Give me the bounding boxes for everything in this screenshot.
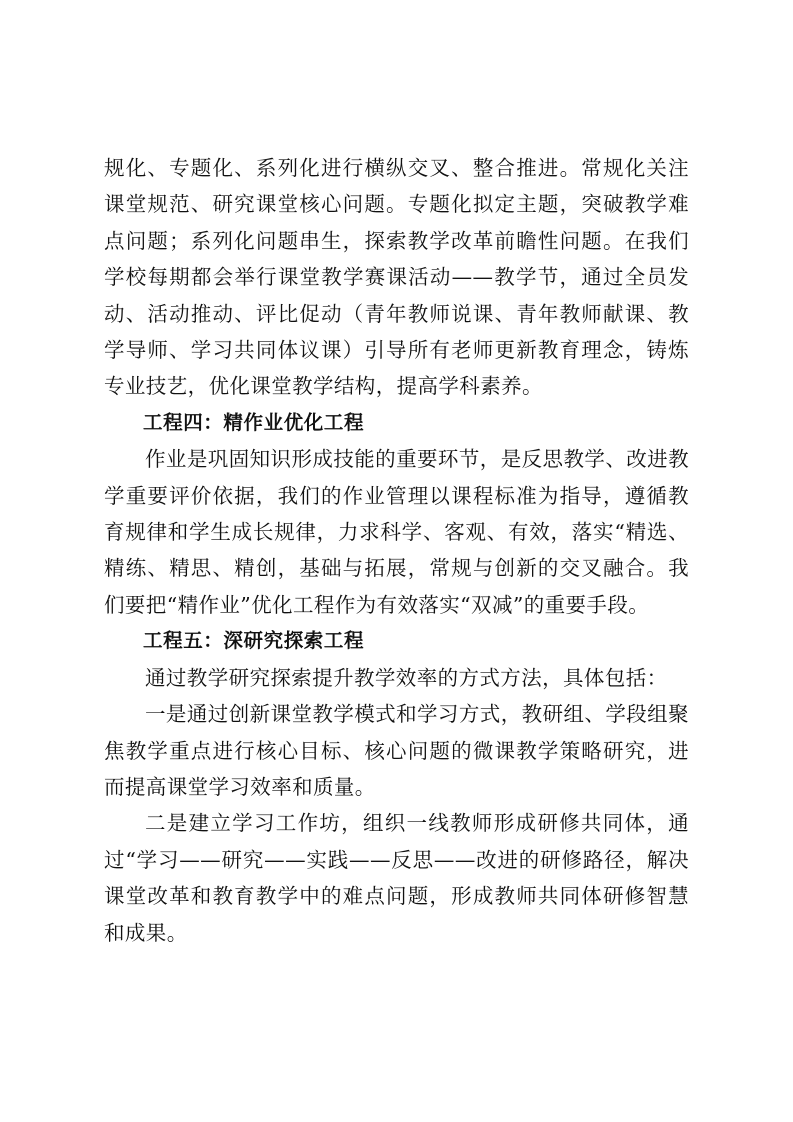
document-body [104,150,689,951]
heading-project-five: 工程五：深研究探索工程 [143,629,365,653]
heading-project-four: 工程四：精作业优化工程 [143,410,365,434]
paragraph-research-two: 二是建立学习工作坊，组织一线教师形成研修共同体，通过“学习——研究——实践——反思——改进的研修路径，解决课堂改革和教育教学中的难点问题，形成教师共同体研修智慧和成果。 [104,811,689,945]
paragraph-research-one: 一是通过创新课堂教学模式和学习方式，教研组、学段组聚焦教学重点进行核心目标、核心问题的微课教学策略研究，进而提高课堂学习效率和质量。 [104,702,689,799]
paragraph-continued: 规化、专题化、系列化进行横纵交叉、整合推进。常规化关注课堂规范、研究课堂核心问题。专题化拟定主题，突破教学难点问题；系列化问题串生，探索教学改革前瞻性问题。在我们学校每期都会举行课堂教学赛课活动——教学节，通过全员发动、活动推动、评比促动（青年教师说课、青年教师献课、教学导师、学习共同体议课）引导所有老师更新教育理念，铸炼专业技艺，优化课堂教学结构，提高学科素养。 [104,156,689,399]
paragraph-homework: 作业是巩固知识形成技能的重要环节，是反思教学、改进教学重要评价依据，我们的作业管理以课程标准为指导，遵循教育规律和学生成长规律，力求科学、客观、有效，落实“精选、精练、精思、精创，基础与拓展，常规与创新的交叉融合。我们要把“精作业”优化工程作为有效落实“双减”的重要手段。 [104,447,689,617]
paragraph-research-intro: 通过教学研究探索提升教学效率的方式方法，具体包括： [145,665,668,690]
